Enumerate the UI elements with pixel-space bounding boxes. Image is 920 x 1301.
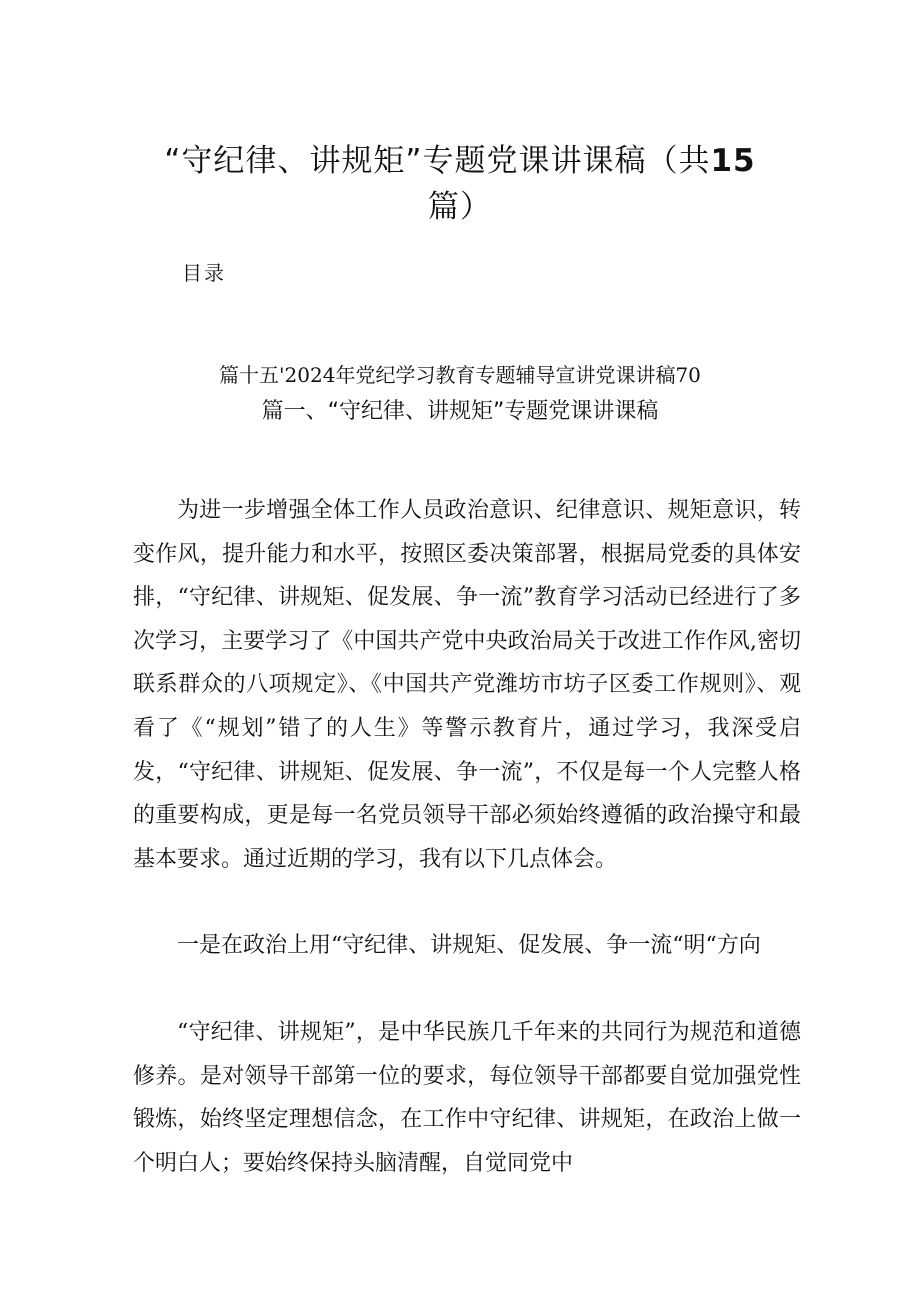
title-main: “守纪律、讲规矩”专题党课讲课稿（共 <box>164 143 711 179</box>
toc-label: 目录 <box>182 261 226 285</box>
title-number: 15 <box>710 143 756 179</box>
title-end: 篇） <box>428 189 492 225</box>
body-paragraph-2: “守纪律、讲规矩”，是中华民族几千年来的共同行为规范和道德修养。是对领导干部第一位的要求，每位领导干部都要自觉加强党性锻炼，始终坚定理想信念，在工作中守纪律、讲规矩，在政治上做一个明白人；要始终保持头脑清醒，自觉同党中 <box>133 1020 801 1176</box>
document-title <box>130 138 790 230</box>
toc-entry-15[interactable]: 篇十五'2024年党纪学习教育专题辅导宣讲党课讲稿70 <box>219 363 701 387</box>
body-paragraph-1: 为进一步增强全体工作人员政治意识、纪律意识、规矩意识，转变作风，提升能力和水平，按照区委决策部署，根据局党委的具体安排，“守纪律、讲规矩、促发展、争一流”教育学习活动已经进行了多次学习，主要学习了《中国共产党中央政治局关于改进工作作风,密切联系群众的八项规定》、《中国共产党潍坊市坊子区委工作规则》、观看了《“规划”错了的人生》等警示教育片，通过学习，我深受启发，“守纪律、讲规矩、促发展、争一流”，不仅是每一个人完整人格的重要构成，更是每一名党员领导干部必须始终遵循的政治操守和最基本要求。通过近期的学习，我有以下几点体会。 <box>133 498 801 872</box>
toc-entry-1[interactable]: 篇一、“守纪律、讲规矩”专题党课讲课稿 <box>261 399 659 424</box>
section-heading-1: 一是在政治上用“守纪律、讲规矩、促发展、争一流“明“方向 <box>177 933 761 958</box>
